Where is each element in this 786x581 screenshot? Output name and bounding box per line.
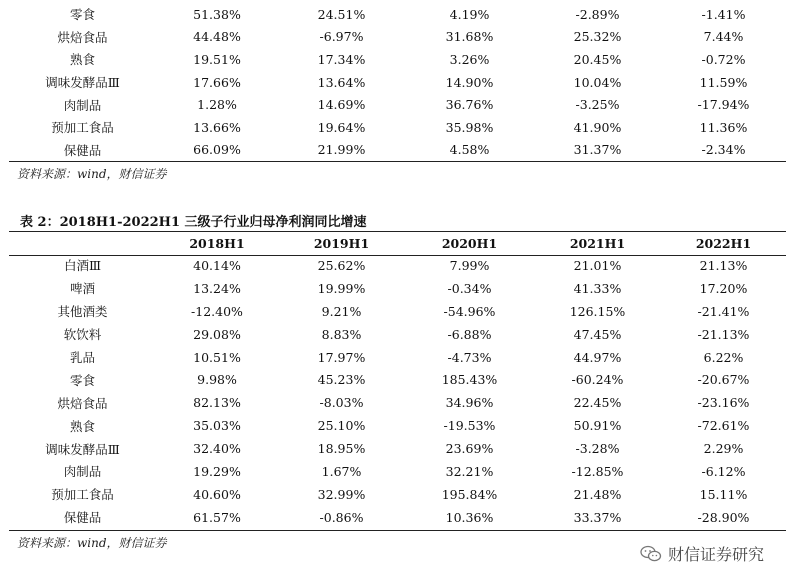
value-cell: 20.45%: [573, 51, 622, 67]
value-cell: 19.29%: [193, 463, 241, 479]
value-cell: 1.67%: [321, 463, 362, 479]
value-cell: -3.28%: [575, 441, 620, 457]
value-cell: 66.09%: [193, 142, 241, 158]
value-cell: 25.62%: [317, 257, 366, 273]
category-cell: 白酒Ⅲ: [63, 258, 102, 274]
value-cell: -0.86%: [319, 509, 364, 525]
table-2-row: [9, 391, 786, 414]
table-1-source: 资料来源：wind，财信证券: [17, 167, 167, 181]
value-cell: -2.34%: [701, 142, 746, 158]
value-cell: 17.66%: [193, 74, 241, 90]
value-cell: 40.60%: [193, 486, 241, 502]
table-1-row: [9, 93, 786, 116]
value-cell: -8.03%: [319, 395, 364, 411]
table-2-row: [9, 506, 786, 529]
table-2-title: 表 2：2018H1-2022H1 三级子行业归母净利润同比增速: [20, 215, 367, 230]
value-cell: 10.04%: [573, 74, 622, 90]
table-1-row: [9, 139, 786, 162]
value-cell: 32.21%: [445, 463, 494, 479]
value-cell: -3.25%: [575, 97, 620, 113]
table-2-header-rule: [9, 255, 786, 256]
value-cell: 82.13%: [193, 395, 241, 411]
category-cell: 调味发酵品Ⅲ: [45, 75, 120, 91]
value-cell: 40.14%: [193, 257, 241, 273]
value-cell: -19.53%: [443, 418, 496, 434]
value-cell: 17.20%: [699, 280, 748, 296]
table-1-row: [9, 48, 786, 71]
column-header: 2018H1: [189, 235, 245, 251]
value-cell: 22.45%: [573, 395, 622, 411]
category-cell: 预加工食品: [51, 487, 114, 503]
table-2: [9, 232, 786, 529]
value-cell: -0.34%: [447, 280, 492, 296]
value-cell: 13.66%: [193, 119, 241, 135]
value-cell: 195.84%: [441, 486, 498, 502]
value-cell: 41.90%: [573, 119, 622, 135]
value-cell: -12.40%: [191, 303, 243, 319]
value-cell: 29.08%: [193, 326, 241, 342]
value-cell: -21.41%: [697, 303, 750, 319]
value-cell: 61.57%: [193, 509, 241, 525]
value-cell: 7.99%: [449, 257, 490, 273]
category-cell: 其他酒类: [57, 304, 108, 320]
category-cell: 肉制品: [63, 97, 102, 113]
value-cell: 3.26%: [449, 51, 490, 67]
category-cell: 保健品: [63, 510, 102, 526]
value-cell: 6.22%: [703, 349, 744, 365]
category-cell: 预加工食品: [51, 120, 114, 136]
value-cell: 19.99%: [317, 280, 366, 296]
value-cell: -6.97%: [319, 29, 364, 45]
table-2-row: [9, 414, 786, 437]
value-cell: 19.51%: [193, 51, 241, 67]
value-cell: 25.32%: [573, 29, 622, 45]
value-cell: 11.36%: [699, 119, 748, 135]
value-cell: -72.61%: [697, 418, 750, 434]
table-2-row: [9, 346, 786, 369]
category-cell: 软饮料: [63, 327, 102, 343]
table-1-row: [9, 71, 786, 94]
column-header: [9, 232, 156, 254]
value-cell: -1.41%: [701, 6, 746, 22]
value-cell: 35.98%: [445, 119, 494, 135]
value-cell: -17.94%: [697, 97, 750, 113]
value-cell: 17.34%: [317, 51, 366, 67]
table-2-row: [9, 437, 786, 460]
value-cell: -28.90%: [697, 509, 750, 525]
value-cell: 10.51%: [193, 349, 241, 365]
table-2-bottom-rule: [9, 530, 786, 531]
table-2-row: [9, 277, 786, 300]
category-cell: 保健品: [63, 142, 102, 158]
value-cell: 44.48%: [193, 29, 241, 45]
value-cell: 13.24%: [193, 280, 241, 296]
value-cell: 25.10%: [317, 418, 366, 434]
table-2-source: 资料来源：wind，财信证券: [17, 536, 167, 550]
value-cell: 15.11%: [699, 486, 748, 502]
value-cell: 14.90%: [445, 74, 494, 90]
value-cell: 4.19%: [449, 6, 490, 22]
category-cell: 乳品: [69, 350, 95, 365]
value-cell: -20.67%: [697, 372, 750, 388]
value-cell: -60.24%: [571, 372, 624, 388]
table-2-row: [9, 323, 786, 346]
value-cell: -0.72%: [701, 51, 746, 67]
value-cell: 44.97%: [573, 349, 622, 365]
category-cell: 调味发酵品Ⅲ: [45, 441, 120, 457]
value-cell: 11.59%: [699, 74, 748, 90]
value-cell: 14.69%: [317, 97, 366, 113]
category-cell: 零食: [69, 372, 95, 388]
category-cell: 熟食: [69, 52, 95, 68]
value-cell: 32.99%: [317, 486, 366, 502]
value-cell: 36.76%: [445, 97, 494, 113]
watermark-text: 财信证券研究: [667, 545, 764, 564]
table-1-row: [9, 26, 786, 49]
value-cell: -23.16%: [697, 395, 750, 411]
value-cell: 19.64%: [317, 119, 366, 135]
wechat-icon: [640, 545, 662, 563]
value-cell: 1.28%: [197, 97, 237, 113]
column-header: 2022H1: [695, 235, 752, 251]
value-cell: 45.23%: [317, 372, 366, 388]
value-cell: 9.98%: [197, 372, 237, 388]
value-cell: 33.37%: [573, 509, 622, 525]
table-1-bottom-rule: [9, 161, 786, 162]
value-cell: 31.37%: [573, 142, 622, 158]
value-cell: -6.88%: [447, 326, 492, 342]
column-header: 2021H1: [569, 235, 626, 251]
value-cell: 21.48%: [573, 486, 622, 502]
table-2-row: [9, 368, 786, 391]
value-cell: 21.13%: [699, 257, 748, 273]
table-2-row: [9, 254, 786, 277]
category-cell: 肉制品: [63, 464, 102, 480]
table-1-row: [9, 116, 786, 139]
value-cell: 185.43%: [441, 372, 498, 388]
value-cell: -6.12%: [701, 463, 746, 479]
category-cell: 烘焙食品: [57, 395, 108, 411]
value-cell: 126.15%: [569, 303, 626, 319]
value-cell: -54.96%: [443, 303, 496, 319]
value-cell: 35.03%: [193, 418, 241, 434]
value-cell: 8.83%: [321, 326, 362, 342]
category-cell: 啤酒: [69, 281, 95, 297]
value-cell: -4.73%: [447, 349, 492, 365]
value-cell: 23.69%: [445, 441, 494, 457]
value-cell: 47.45%: [573, 326, 622, 342]
column-header: 2019H1: [313, 235, 370, 251]
value-cell: 31.68%: [445, 29, 494, 45]
table-2-header-row: [9, 232, 786, 254]
table-2-row: [9, 483, 786, 506]
value-cell: 21.99%: [317, 142, 366, 158]
value-cell: -12.85%: [571, 463, 624, 479]
table-2-row: [9, 300, 786, 323]
value-cell: 9.21%: [321, 303, 362, 319]
value-cell: 51.38%: [193, 6, 241, 22]
value-cell: 7.44%: [703, 29, 744, 45]
value-cell: 50.91%: [573, 418, 622, 434]
value-cell: 41.33%: [573, 280, 622, 296]
category-cell: 熟食: [69, 418, 95, 434]
value-cell: -2.89%: [575, 6, 620, 22]
value-cell: 4.58%: [449, 142, 490, 158]
value-cell: 34.96%: [445, 395, 494, 411]
category-cell: 烘焙食品: [57, 29, 108, 45]
value-cell: 21.01%: [573, 257, 622, 273]
value-cell: 13.64%: [317, 74, 366, 90]
value-cell: 24.51%: [317, 6, 366, 22]
value-cell: 2.29%: [703, 441, 744, 457]
watermark: [640, 542, 764, 565]
table-1-row: [9, 3, 786, 26]
value-cell: 10.36%: [445, 509, 494, 525]
table-1: [9, 3, 786, 161]
value-cell: 32.40%: [193, 441, 241, 457]
value-cell: -21.13%: [697, 326, 750, 342]
column-header: 2020H1: [441, 235, 498, 251]
category-cell: 零食: [69, 7, 95, 23]
table-2-row: [9, 460, 786, 483]
value-cell: 18.95%: [317, 441, 366, 457]
value-cell: 17.97%: [317, 349, 366, 365]
